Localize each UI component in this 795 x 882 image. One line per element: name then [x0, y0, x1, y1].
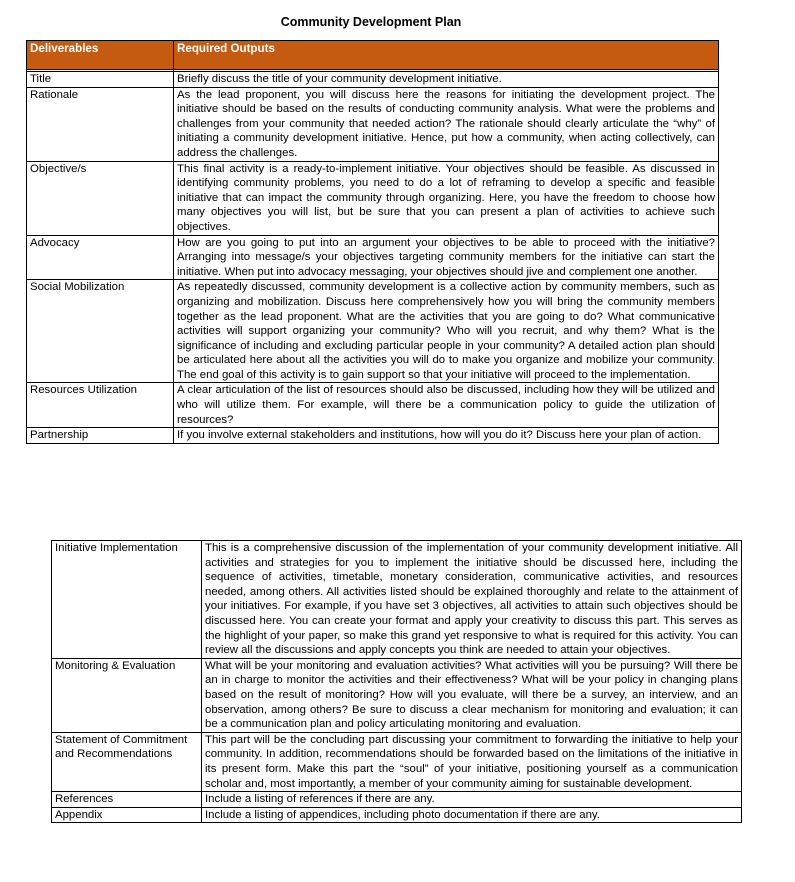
document-title: Community Development Plan — [280, 15, 462, 29]
deliverable-cell: References — [52, 792, 202, 808]
table-row — [52, 807, 742, 823]
deliverable-cell: Rationale — [27, 87, 174, 161]
deliverable-cell: Partnership — [27, 428, 174, 444]
table-row — [52, 732, 742, 791]
output-cell: This part will be the concluding part discussing your commitment to forwarding the initiative to help your community. In addition, recommendations should be forwarded based on the limitations of the initiative in its present form. Make this part the “soul” of your initiative, positioning yourself as a communication scholar and, most importantly, a member of your community aiming for sustainable development. — [202, 732, 742, 791]
table-row — [27, 161, 719, 235]
table-row — [27, 428, 719, 444]
output-cell: How are you going to put into an argument your objectives to be able to proceed with the initiative? Arranging into message/s your objectives targeting community members for the initiative can start the initiative. When put into advocacy messaging, your objectives should jive and complement one another. — [174, 235, 719, 280]
deliverables-table-continued — [51, 540, 742, 823]
deliverables-table — [26, 40, 719, 444]
table-row — [27, 72, 719, 88]
deliverable-cell: Objective/s — [27, 161, 174, 235]
table-header-row — [27, 41, 719, 70]
output-cell: This final activity is a ready-to-implement initiative. Your objectives should be feasible. As discussed in identifying community problems, you need to do a lot of reframing to develop a specific and feasible initiative that can impact the community through organizing. Here, you have the freedom to choose how many objectives you will list, but be sure that you can present a plan of activities to achieve such objectives. — [174, 161, 719, 235]
output-cell: What will be your monitoring and evaluation activities? What activities will you be pursuing? Will there be an in charge to monitor the activities and their effectiveness? What will be your policy in changing plans based on the result of monitoring? How will you evaluate, will there be a survey, an interview, and an observation, among others? Be sure to discuss a clear mechanism for monitoring and evaluation; it can be a communication plan and policy articulating monitoring and evaluation. — [202, 658, 742, 732]
deliverable-cell: Initiative Implementation — [52, 541, 202, 659]
deliverable-cell: Social Mobilization — [27, 280, 174, 383]
deliverable-cell: Appendix — [52, 807, 202, 823]
output-cell: As repeatedly discussed, community development is a collective action by community members, such as organizing and mobilization. Discuss here comprehensively how you will bring the community members together as the lead proponent. What are the activities that you are going to do? What communicative activities will support organizing your community? Who will you recruit, and why them? What is the significance of including and excluding particular people in your community? A detailed action plan should be articulated here about all the activities you will do to make you organize and mobilize your community. The end goal of this activity is to gain support so that your initiative will proceed to the implementation. — [174, 280, 719, 383]
table-row — [27, 280, 719, 383]
table-row — [52, 792, 742, 808]
output-cell: If you involve external stakeholders and institutions, how will you do it? Discuss here your plan of action. — [174, 428, 719, 444]
deliverable-cell: Advocacy — [27, 235, 174, 280]
header-required-outputs: Required Outputs — [174, 41, 719, 70]
table-row — [52, 541, 742, 659]
deliverable-cell: Monitoring & Evaluation — [52, 658, 202, 732]
deliverable-cell: Title — [27, 72, 174, 88]
output-cell: Briefly discuss the title of your community development initiative. — [174, 72, 719, 88]
deliverable-cell: Statement of Commitment and Recommendations — [52, 732, 202, 791]
output-cell: Include a listing of appendices, including photo documentation if there are any. — [202, 807, 742, 823]
table-row — [27, 87, 719, 161]
output-cell: This is a comprehensive discussion of the implementation of your community development initiative. All activities and strategies for you to implement the initiative should be discussed here, including the sequence of activities, timetable, monetary consideration, communicative activities, and resources needed, among others. All activities listed should be explained thoroughly and relate to the attainment of your initiatives. For example, if you have set 3 objectives, all activities to attain such objectives should be discussed here. You can create your format and apply your creativity to discuss this part. This serves as the highlight of your paper, so make this grand yet responsive to what is required for this activity. You can review all the discussions and apply concepts you think are needed to attain your objectives. — [202, 541, 742, 659]
output-cell: Include a listing of references if there are any. — [202, 792, 742, 808]
table-row — [27, 383, 719, 428]
header-deliverables: Deliverables — [27, 41, 174, 70]
table-row — [52, 658, 742, 732]
output-cell: As the lead proponent, you will discuss here the reasons for initiating the development project. The initiative should be based on the results of conducting community analysis. What were the problems and challenges from your community that needed action? The rationale should clearly articulate the “why” of initiating a community development initiative. Hence, put how a community, when acting collectively, can address the challenges. — [174, 87, 719, 161]
output-cell: A clear articulation of the list of resources should also be discussed, including how they will be utilized and who will utilize them. For example, will there be a communication policy to guide the utilization of resources? — [174, 383, 719, 428]
deliverable-cell: Resources Utilization — [27, 383, 174, 428]
table-row — [27, 235, 719, 280]
